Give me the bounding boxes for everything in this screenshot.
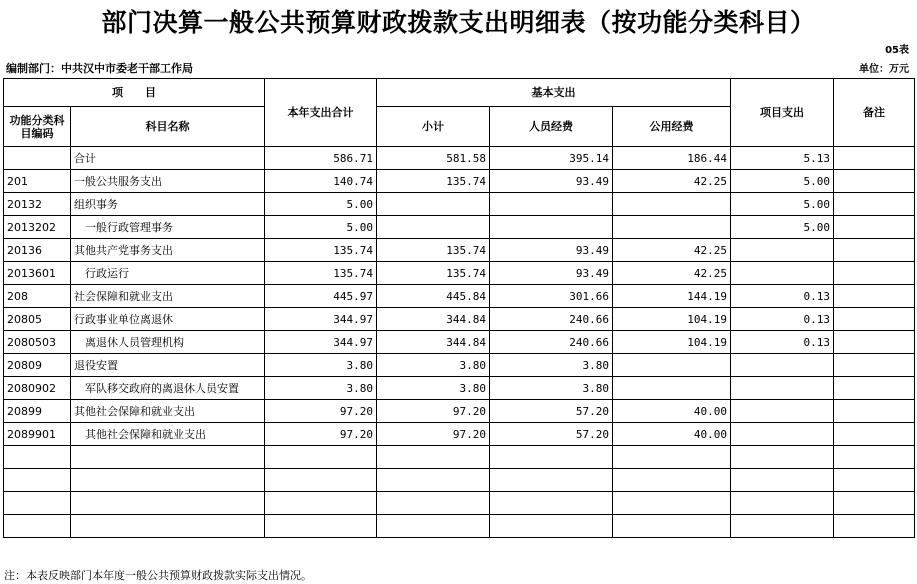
cell-name: 组织事务 [71,193,265,216]
department-label: 编制部门：中共汉中市委老干部工作局 [6,62,193,75]
unit-label: 单位：万元 [859,64,909,75]
cell-project [731,423,834,446]
cell-name [71,492,265,515]
cell-subtotal: 581.58 [377,147,490,170]
cell-personnel [490,193,613,216]
cell-project [731,262,834,285]
table-row [4,331,915,354]
cell-remark [834,331,915,354]
table-row [4,147,915,170]
cell-remark [834,285,915,308]
cell-name: 一般公共服务支出 [71,170,265,193]
cell-name: 其他社会保障和就业支出 [71,400,265,423]
cell-public: 42.25 [613,170,731,193]
cell-code: 2080503 [4,331,71,354]
cell-subtotal [377,216,490,239]
cell-total [265,469,377,492]
table-row [4,515,915,538]
cell-subtotal: 135.74 [377,239,490,262]
table-row [4,377,915,400]
cell-personnel: 240.66 [490,331,613,354]
cell-personnel: 93.49 [490,262,613,285]
cell-public: 42.25 [613,239,731,262]
cell-remark [834,446,915,469]
table-row [4,492,915,515]
cell-total: 97.20 [265,423,377,446]
cell-subtotal: 3.80 [377,354,490,377]
cell-subtotal: 135.74 [377,170,490,193]
cell-personnel [490,492,613,515]
cell-remark [834,262,915,285]
cell-remark [834,147,915,170]
cell-subtotal: 3.80 [377,377,490,400]
cell-total: 97.20 [265,400,377,423]
cell-total: 135.74 [265,262,377,285]
cell-personnel: 3.80 [490,354,613,377]
table-row [4,469,915,492]
cell-code: 2089901 [4,423,71,446]
table-row [4,262,915,285]
cell-subtotal [377,446,490,469]
cell-personnel [490,216,613,239]
cell-project [731,446,834,469]
cell-code [4,469,71,492]
cell-project [731,400,834,423]
cell-public [613,354,731,377]
cell-name: 一般行政管理事务 [71,216,265,239]
cell-public: 104.19 [613,308,731,331]
cell-name: 离退休人员管理机构 [71,331,265,354]
header-project: 项目支出 [731,79,834,147]
cell-code [4,492,71,515]
cell-code: 201 [4,170,71,193]
cell-total [265,492,377,515]
cell-total: 445.97 [265,285,377,308]
cell-public: 144.19 [613,285,731,308]
header-name: 科目名称 [71,107,265,147]
cell-remark [834,377,915,400]
cell-total: 3.80 [265,377,377,400]
cell-public [613,216,731,239]
cell-total: 5.00 [265,216,377,239]
table-row [4,239,915,262]
header-item: 项 目 [4,79,265,107]
cell-project: 0.13 [731,331,834,354]
cell-remark [834,216,915,239]
cell-subtotal: 344.84 [377,331,490,354]
cell-subtotal: 344.84 [377,308,490,331]
table-row [4,400,915,423]
cell-remark [834,423,915,446]
cell-public: 42.25 [613,262,731,285]
cell-subtotal [377,469,490,492]
cell-code [4,515,71,538]
cell-code [4,446,71,469]
cell-name: 其他社会保障和就业支出 [71,423,265,446]
table-row [4,216,915,239]
cell-personnel [490,446,613,469]
cell-total [265,446,377,469]
cell-public [613,377,731,400]
header-code: 功能分类科目编码 [4,107,71,147]
cell-project [731,377,834,400]
cell-total: 3.80 [265,354,377,377]
cell-project [731,492,834,515]
cell-personnel: 57.20 [490,400,613,423]
cell-remark [834,469,915,492]
cell-total [265,515,377,538]
cell-project [731,469,834,492]
cell-code: 208 [4,285,71,308]
cell-subtotal: 97.20 [377,400,490,423]
cell-project: 5.00 [731,170,834,193]
header-remark: 备注 [834,79,915,147]
table-number: 05表 [885,45,909,56]
cell-project [731,239,834,262]
page-title: 部门决算一般公共预算财政拨款支出明细表（按功能分类科目） [101,8,816,37]
cell-name: 军队移交政府的离退休人员安置 [71,377,265,400]
cell-name [71,469,265,492]
cell-name: 退役安置 [71,354,265,377]
cell-personnel: 240.66 [490,308,613,331]
cell-total: 344.97 [265,308,377,331]
cell-total: 5.00 [265,193,377,216]
cell-name [71,515,265,538]
cell-personnel: 93.49 [490,170,613,193]
header-row-1 [4,79,915,107]
cell-public [613,446,731,469]
header-subtotal: 小计 [377,107,490,147]
table-row [4,193,915,216]
cell-project: 5.13 [731,147,834,170]
cell-personnel: 93.49 [490,239,613,262]
cell-public: 40.00 [613,423,731,446]
cell-name: 社会保障和就业支出 [71,285,265,308]
header-basic: 基本支出 [377,79,731,107]
cell-remark [834,170,915,193]
cell-name: 行政事业单位离退休 [71,308,265,331]
cell-project: 0.13 [731,308,834,331]
cell-public: 186.44 [613,147,731,170]
cell-public: 40.00 [613,400,731,423]
cell-project [731,354,834,377]
header-total: 本年支出合计 [265,79,377,147]
cell-code: 2013601 [4,262,71,285]
cell-total: 344.97 [265,331,377,354]
table-row [4,285,915,308]
cell-remark [834,308,915,331]
cell-personnel [490,515,613,538]
cell-public: 104.19 [613,331,731,354]
cell-personnel [490,469,613,492]
table-row [4,354,915,377]
cell-project: 5.00 [731,193,834,216]
cell-name: 合计 [71,147,265,170]
cell-project: 5.00 [731,216,834,239]
cell-public [613,492,731,515]
cell-code [4,147,71,170]
footnote: 注：本表反映部门本年度一般公共预算财政拨款实际支出情况。 [4,569,312,582]
cell-code: 2080902 [4,377,71,400]
cell-remark [834,193,915,216]
header-public: 公用经费 [613,107,731,147]
cell-public [613,469,731,492]
cell-subtotal [377,515,490,538]
cell-code: 20132 [4,193,71,216]
cell-code: 20805 [4,308,71,331]
cell-project: 0.13 [731,285,834,308]
cell-remark [834,492,915,515]
cell-personnel: 301.66 [490,285,613,308]
cell-remark [834,354,915,377]
cell-total: 140.74 [265,170,377,193]
cell-name: 行政运行 [71,262,265,285]
cell-remark [834,239,915,262]
cell-public [613,515,731,538]
cell-subtotal: 97.20 [377,423,490,446]
cell-name [71,446,265,469]
cell-name: 其他共产党事务支出 [71,239,265,262]
cell-subtotal [377,193,490,216]
cell-code: 20136 [4,239,71,262]
cell-personnel: 3.80 [490,377,613,400]
expenditure-table [3,78,915,538]
table-row [4,446,915,469]
table-row [4,423,915,446]
cell-personnel: 57.20 [490,423,613,446]
cell-subtotal [377,492,490,515]
table-row [4,170,915,193]
table-row [4,308,915,331]
cell-code: 20899 [4,400,71,423]
cell-personnel: 395.14 [490,147,613,170]
cell-total: 135.74 [265,239,377,262]
cell-project [731,515,834,538]
cell-remark [834,515,915,538]
cell-total: 586.71 [265,147,377,170]
cell-subtotal: 135.74 [377,262,490,285]
cell-code: 20809 [4,354,71,377]
cell-subtotal: 445.84 [377,285,490,308]
cell-remark [834,400,915,423]
cell-public [613,193,731,216]
cell-code: 2013202 [4,216,71,239]
header-personnel: 人员经费 [490,107,613,147]
